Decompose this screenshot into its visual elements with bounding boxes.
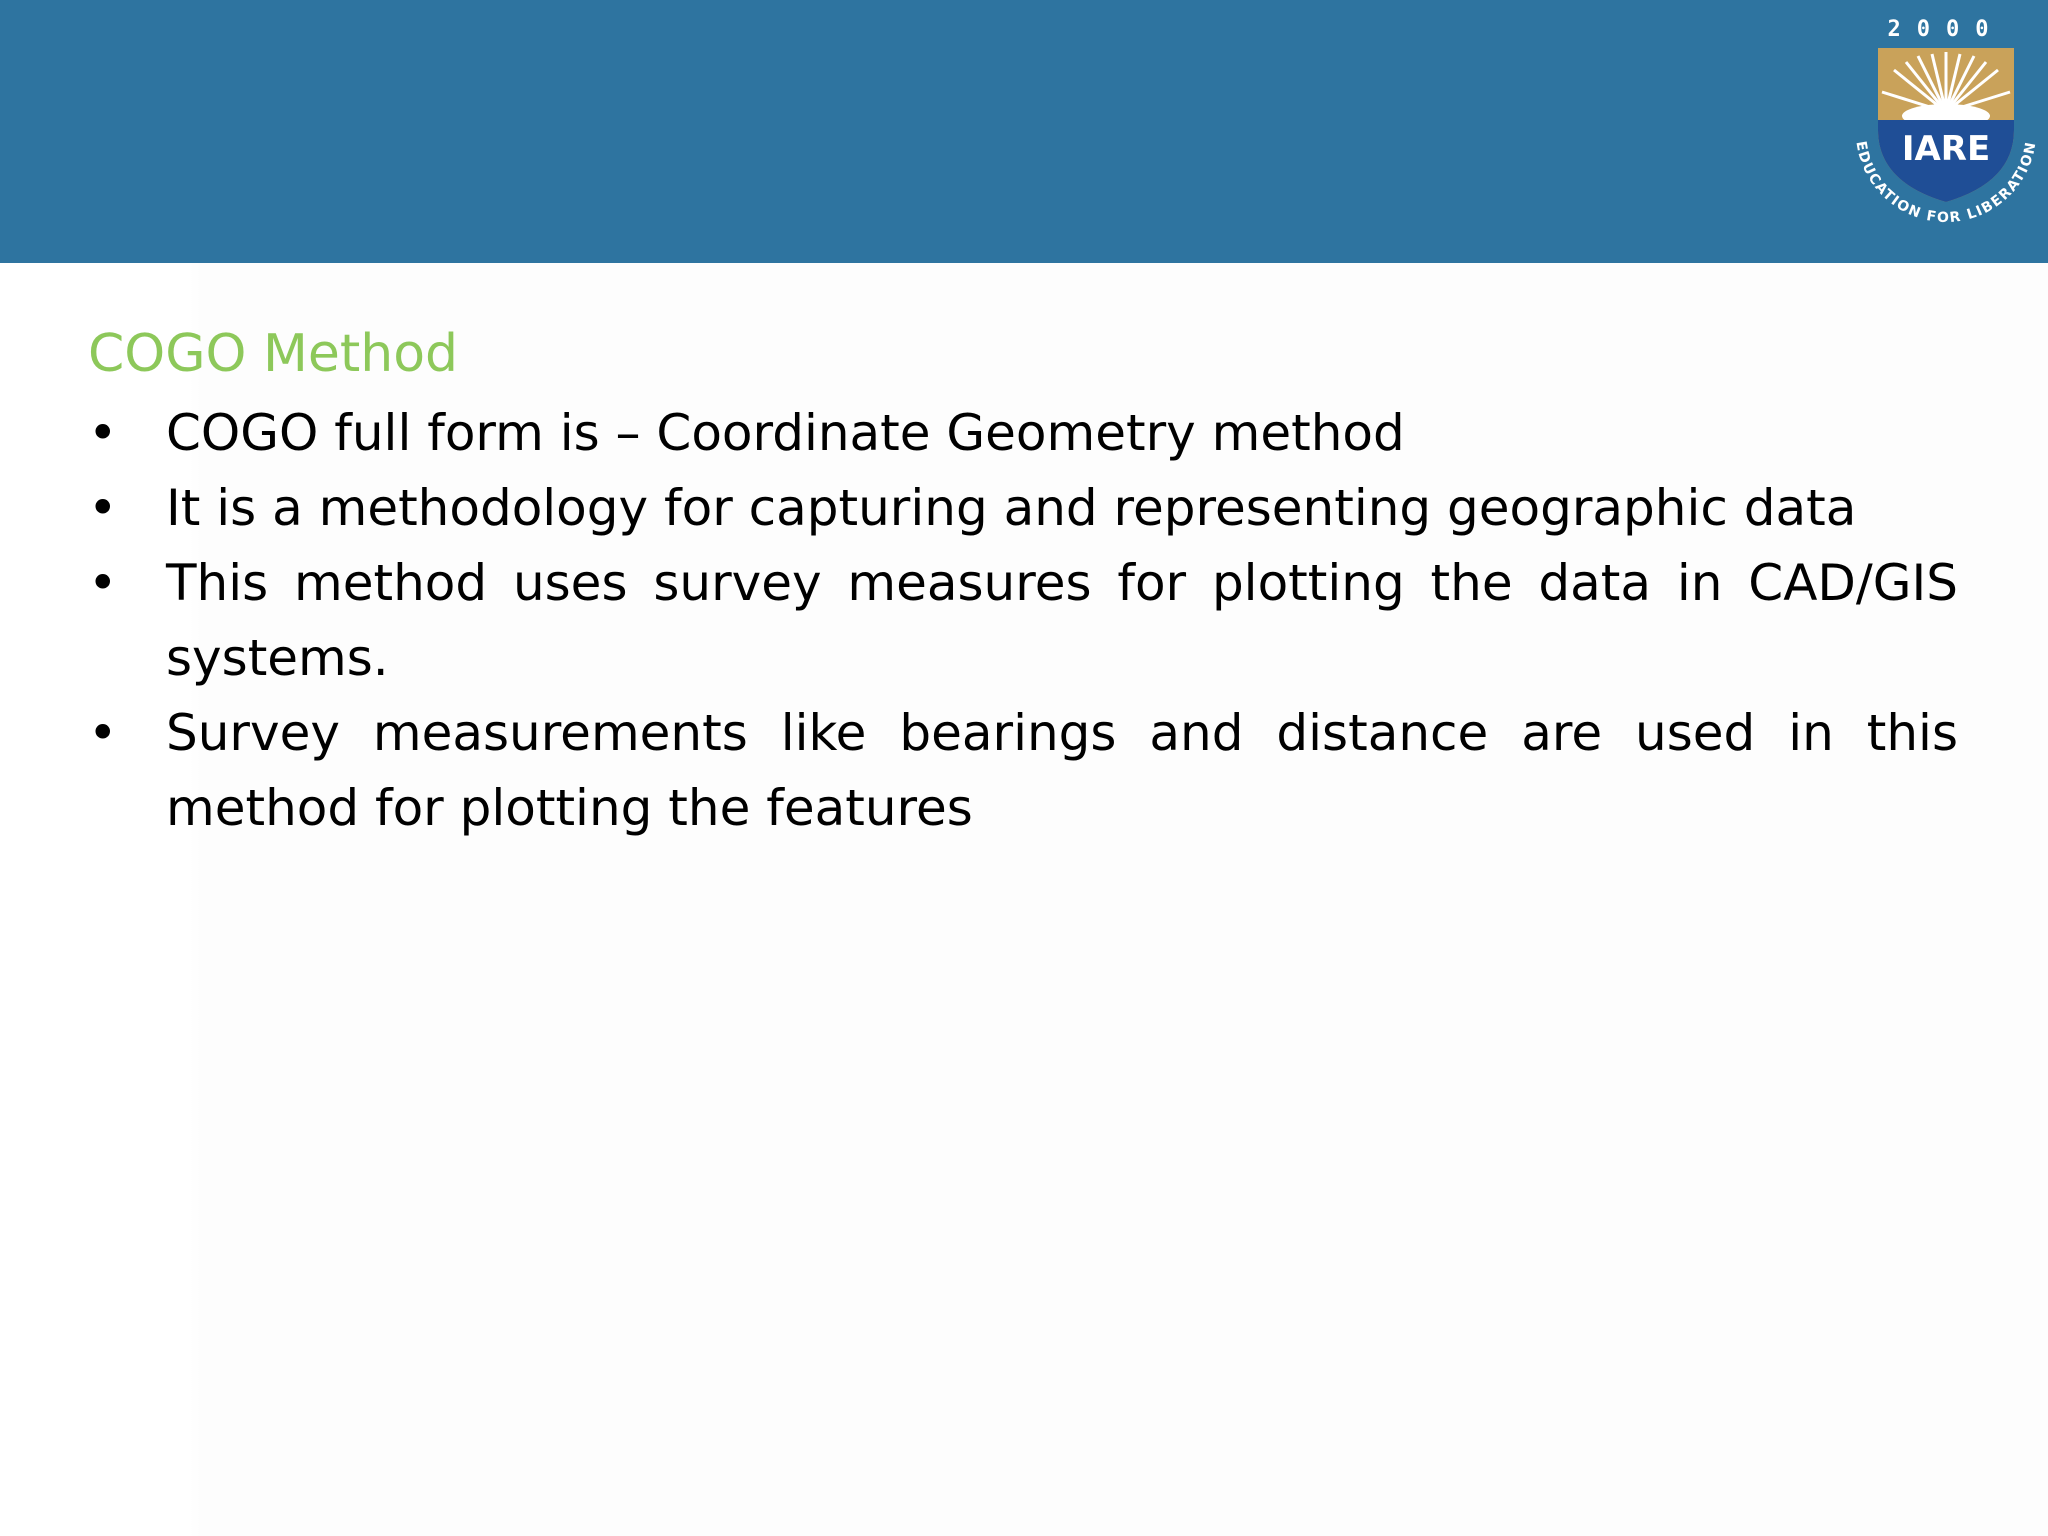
bullet-text: Survey measurements like bearings and distance are used in this method for plotting the features xyxy=(166,704,1958,837)
logo-motto: EDUCATION FOR LIBERATION xyxy=(1852,139,2040,227)
bullet-item xyxy=(88,396,1958,471)
bullet-text: COGO full form is – Coordinate Geometry method xyxy=(166,404,1405,462)
bullet-glyph: • xyxy=(88,404,118,462)
logo-name: IARE xyxy=(1901,129,1991,169)
slide-title: COGO Method xyxy=(88,324,459,384)
bullet-list xyxy=(88,396,1958,846)
bullet-text: It is a methodology for capturing and representing geographic data xyxy=(166,479,1857,537)
bullet-text: This method uses survey measures for plotting the data in CAD/GIS systems. xyxy=(166,554,1958,687)
bullet-glyph: • xyxy=(88,704,118,762)
bullet-item xyxy=(88,471,1958,546)
bullet-glyph: • xyxy=(88,554,118,612)
bullet-item xyxy=(88,546,1958,696)
header-band xyxy=(0,0,2048,263)
logo-year: 2000 xyxy=(1887,17,2005,42)
bullet-glyph: • xyxy=(88,479,118,537)
bullet-item xyxy=(88,696,1958,846)
iare-logo xyxy=(1848,12,2044,242)
